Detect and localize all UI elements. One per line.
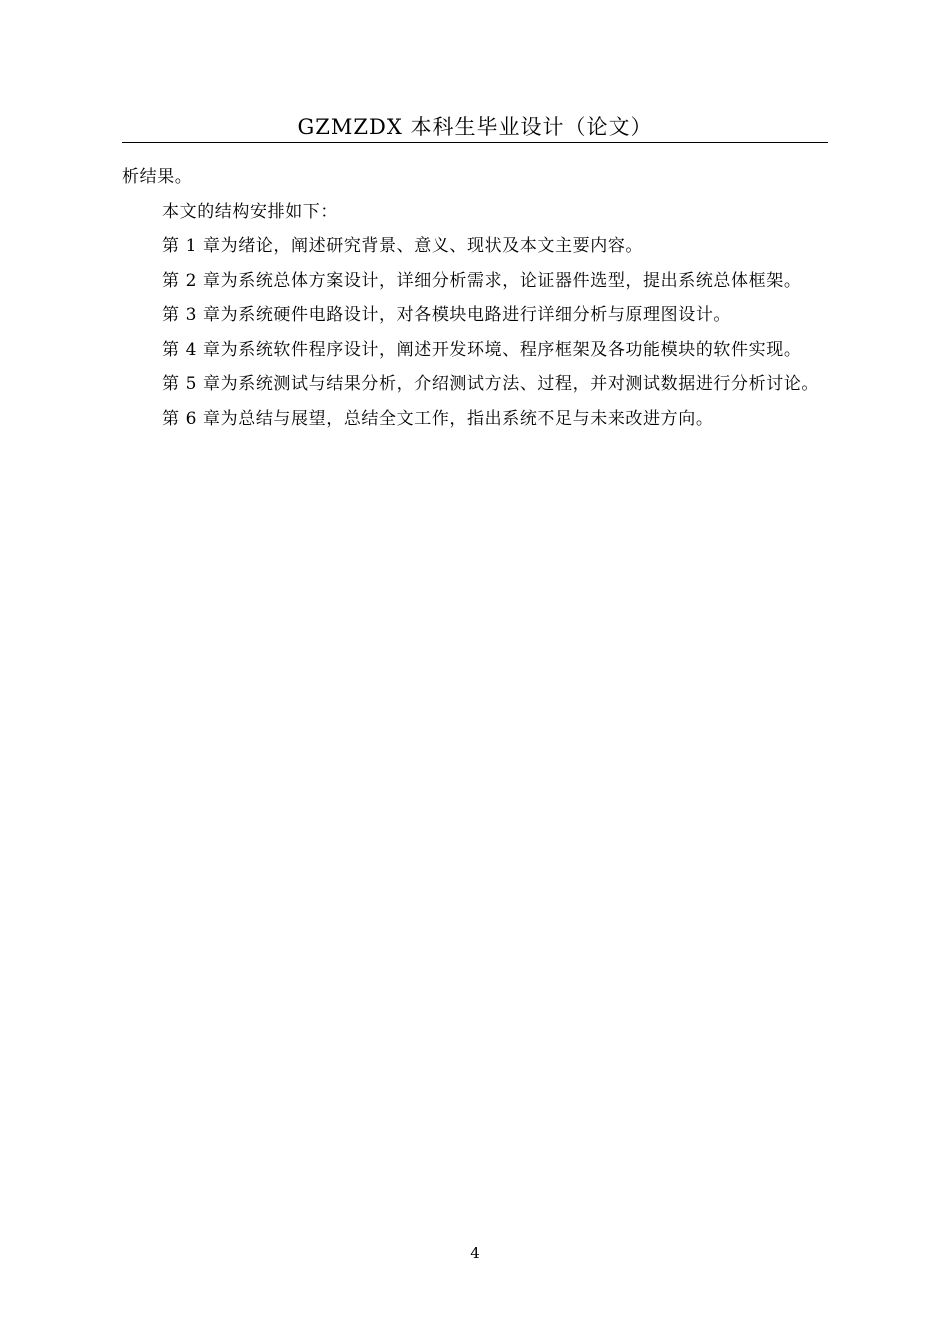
paragraph-structure-intro: 本文的结构安排如下： [162, 201, 338, 222]
paragraph-chapter-4: 第 4 章为系统软件程序设计，阐述开发环境、程序框架及各功能模块的软件实现。 [162, 339, 802, 360]
paragraph-continuation: 析结果。 [122, 167, 193, 187]
paragraph-chapter-3: 第 3 章为系统硬件电路设计，对各模块电路进行详细分析与原理图设计。 [162, 305, 732, 325]
document-body [122, 160, 828, 436]
paragraph-chapter-6: 第 6 章为总结与展望，总结全文工作，指出系统不足与未来改进方向。 [162, 408, 714, 429]
header-divider [122, 142, 828, 143]
paragraph-chapter-2: 第 2 章为系统总体方案设计，详细分析需求，论证器件选型，提出系统总体框架。 [162, 270, 802, 291]
running-header: GZMZDX 本科生毕业设计（论文） [297, 115, 653, 139]
page-number: 4 [470, 1244, 480, 1262]
paragraph-chapter-5: 第 5 章为系统测试与结果分析，介绍测试方法、过程，并对测试数据进行分析讨论。 [162, 374, 820, 394]
paragraph-chapter-1: 第 1 章为绪论，阐述研究背景、意义、现状及本文主要内容。 [162, 236, 644, 256]
